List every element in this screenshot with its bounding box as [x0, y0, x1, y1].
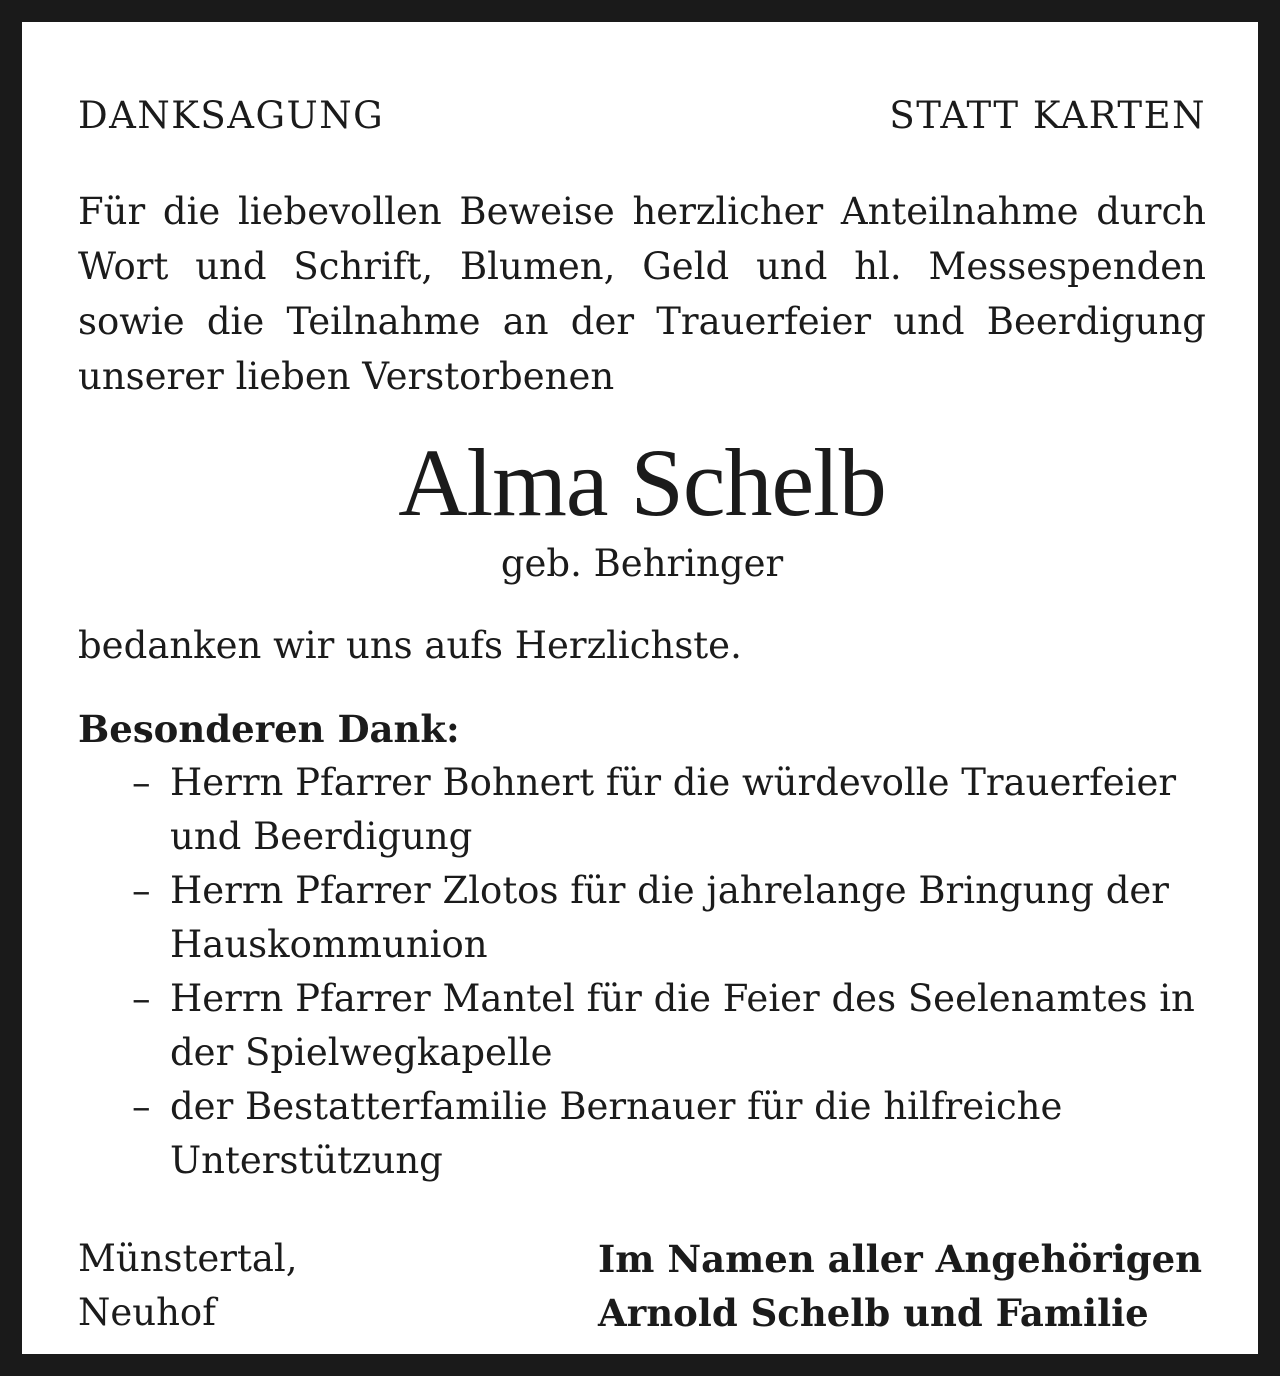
- dash-bullet: –: [132, 761, 151, 804]
- maiden-name: geb. Behringer: [500, 542, 784, 585]
- signoff-line: Im Namen aller Angehörigen: [598, 1237, 1203, 1281]
- list-item: [78, 864, 1206, 972]
- list-item: [78, 756, 1206, 864]
- place-line: Münstertal,: [78, 1237, 298, 1280]
- list-item-text: Herrn Pfarrer Zlotos für die jahrelange Bringung der Hauskommunion: [170, 869, 1169, 966]
- special-thanks-list: [78, 756, 1206, 1188]
- list-item-text: der Bestatterfamilie Bernauer für die hilfreiche Unterstützung: [170, 1085, 1063, 1182]
- special-thanks-title: Besonderen Dank:: [78, 707, 460, 751]
- notice-header: [78, 90, 1206, 142]
- notice-footer: [78, 1232, 1206, 1340]
- header-left-label: DANKSAGUNG: [78, 94, 385, 137]
- intro-paragraph: Für die liebevollen Beweise herzlicher Anteilnahme durch Wort und Schrift, Blumen, Geld und hl. Messespenden sowie die Teilnahme an der Trauerfeier und Beerdigung unserer lieben Verstorbenen: [78, 190, 1206, 398]
- signoff-block: [598, 1232, 1202, 1340]
- signoff-line: Arnold Schelb und Familie: [598, 1291, 1149, 1335]
- header-right-label: STATT KARTEN: [889, 94, 1206, 137]
- notice-content: [78, 62, 1206, 1340]
- dash-bullet: –: [132, 977, 151, 1020]
- list-item-text: Herrn Pfarrer Bohnert für die würdevolle Trauerfeier und Beerdigung: [170, 761, 1177, 858]
- list-item: [78, 1080, 1206, 1188]
- list-item-text: Herrn Pfarrer Mantel für die Feier des Seelenamtes in der Spielwegkapelle: [170, 977, 1195, 1074]
- place-line: Neuhof: [78, 1291, 216, 1334]
- place-block: [78, 1232, 598, 1340]
- dash-bullet: –: [132, 869, 151, 912]
- thanks-line: bedanken wir uns aufs Herzlichste.: [78, 624, 742, 667]
- deceased-name: Alma Schelb: [398, 429, 886, 536]
- dash-bullet: –: [132, 1085, 151, 1128]
- list-item: [78, 972, 1206, 1080]
